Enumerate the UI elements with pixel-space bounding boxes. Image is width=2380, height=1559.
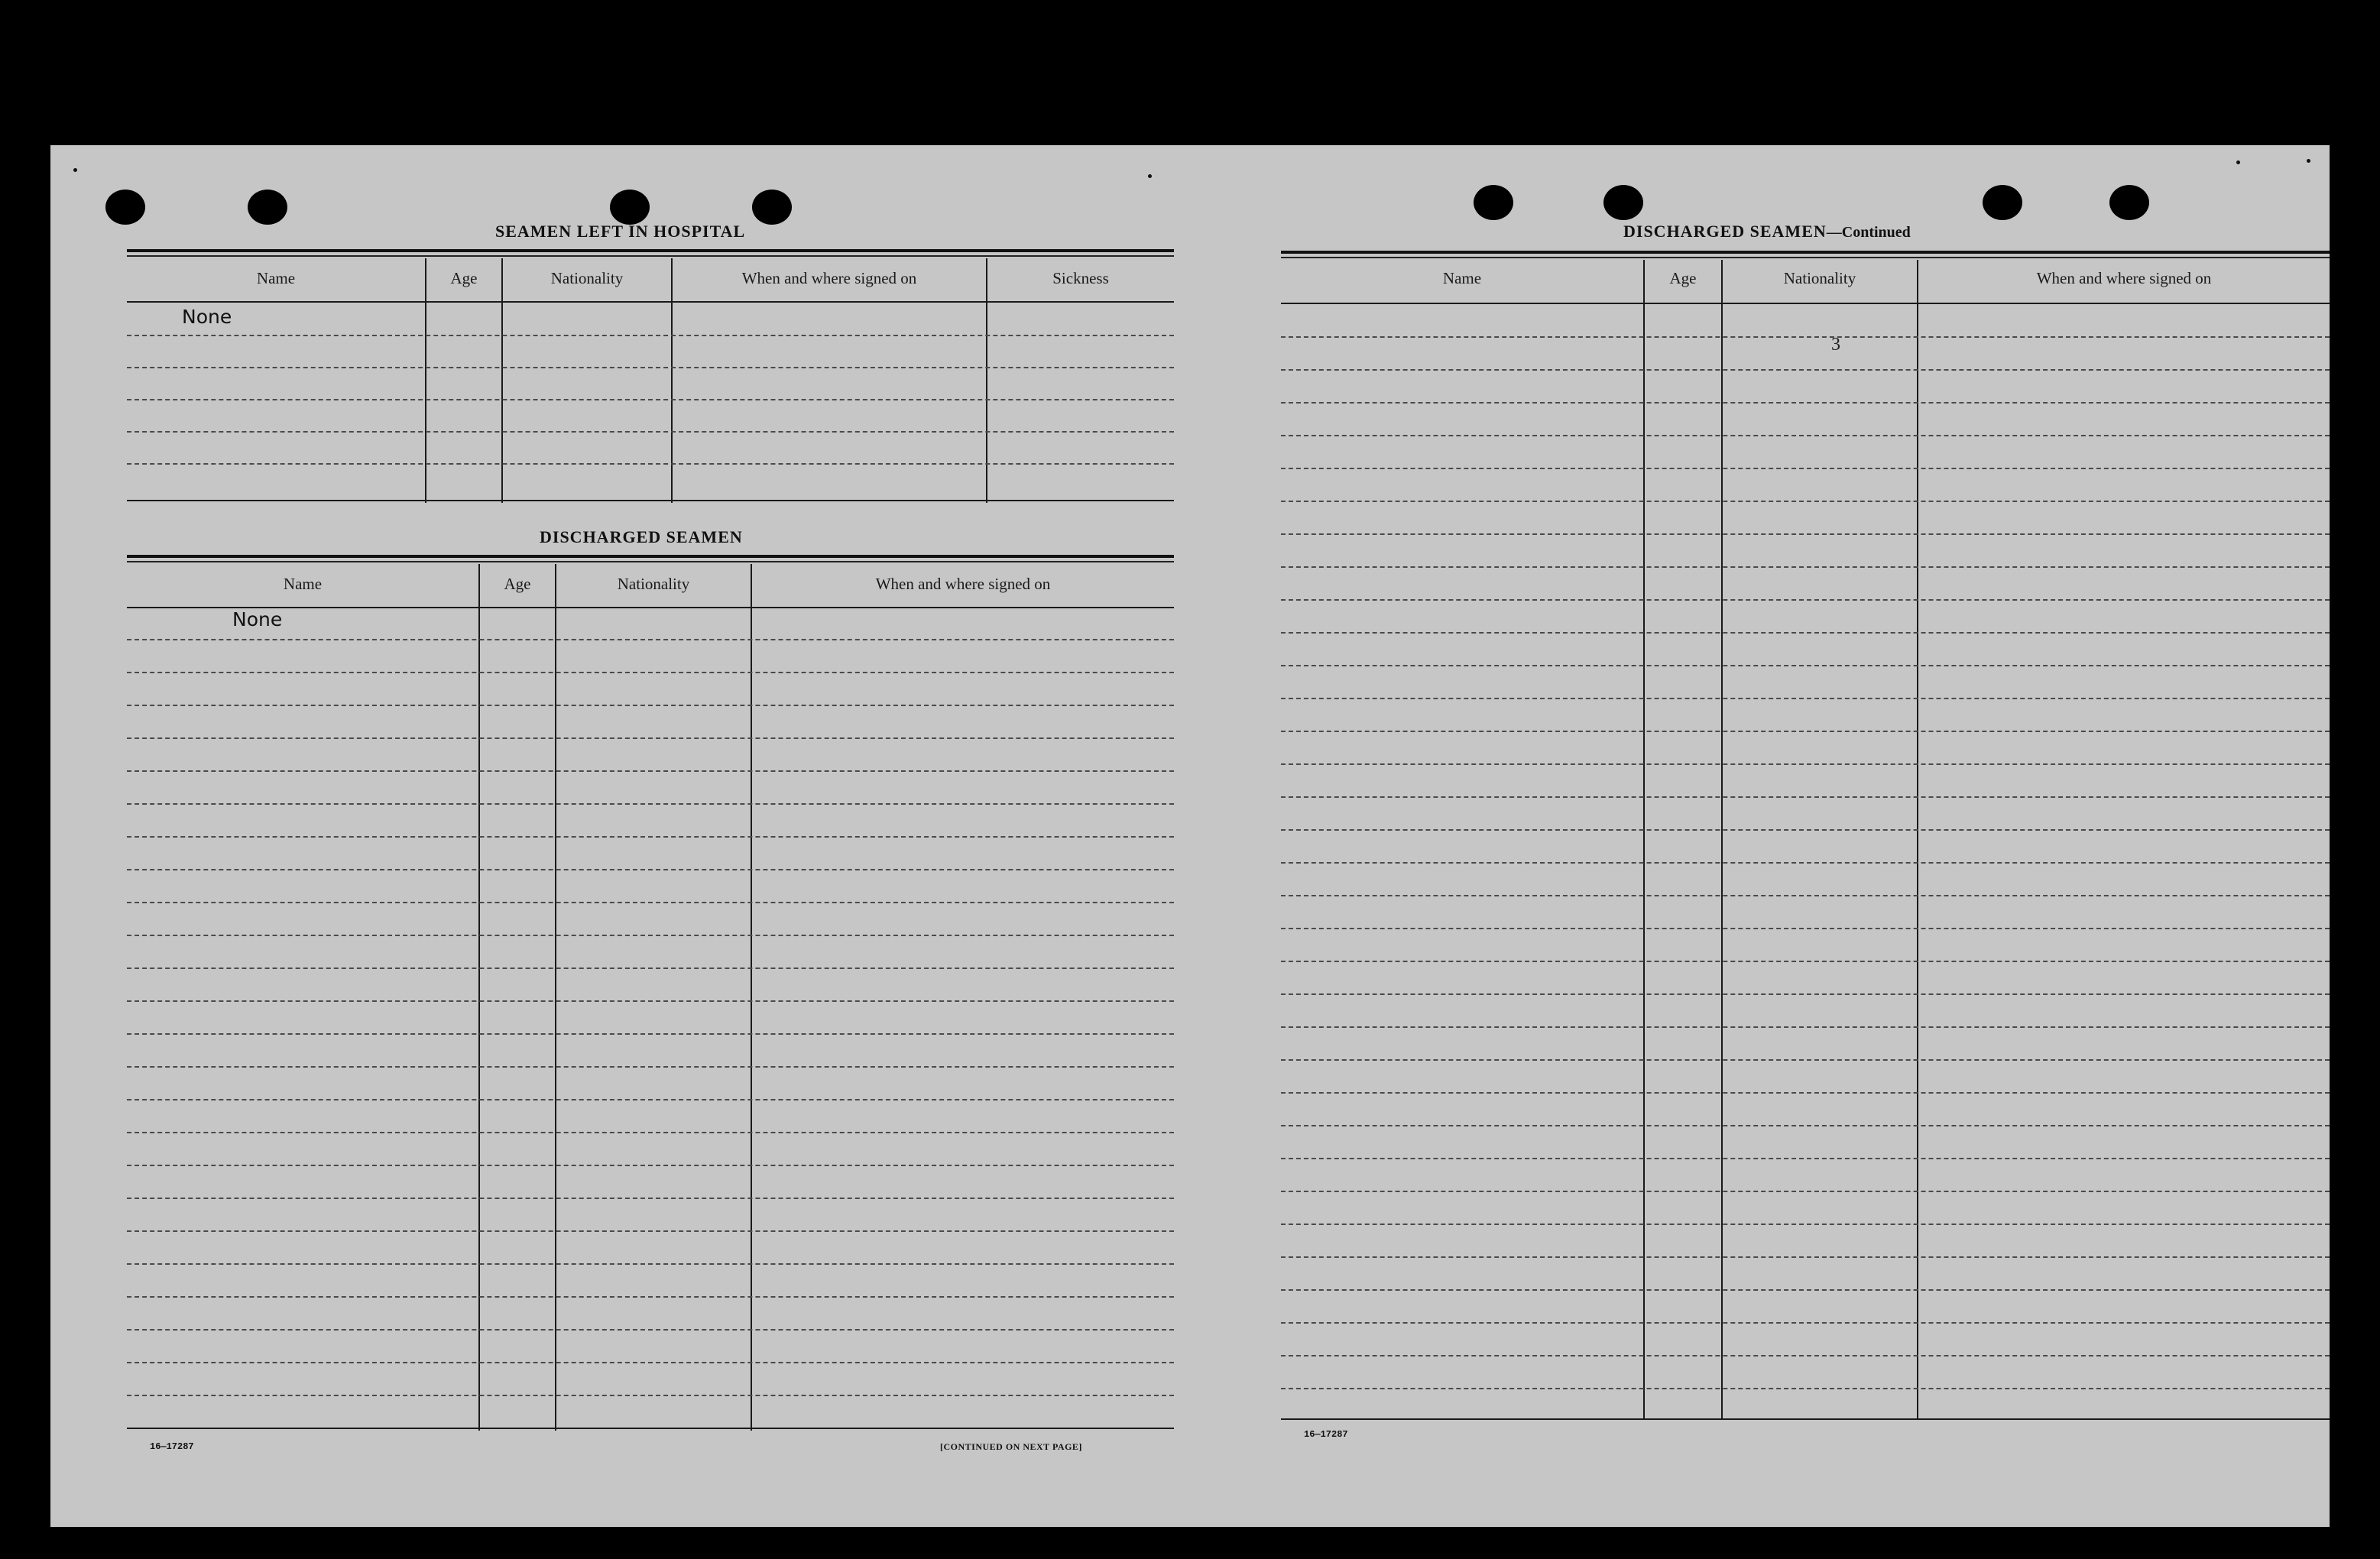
- continued-row-line: [1281, 1092, 2330, 1094]
- punch-hole: [1983, 185, 2022, 220]
- discharged-row-line: [127, 902, 1174, 903]
- continued-row-line: [1281, 993, 2330, 995]
- hospital-top-rule-thin: [127, 255, 1174, 257]
- punch-hole: [752, 190, 792, 225]
- continued-row-line: [1281, 402, 2330, 404]
- discharged-row-line: [127, 705, 1174, 706]
- continued-row-line: [1281, 599, 2330, 601]
- continued-row-line: [1281, 665, 2330, 666]
- paper-speck: [2236, 160, 2240, 164]
- continued-row-line: [1281, 369, 2330, 371]
- hospital-col-sickness: Sickness: [1052, 269, 1109, 287]
- continued-row-line: [1281, 1256, 2330, 1258]
- hospital-col-nationality: Nationality: [550, 269, 624, 287]
- punch-hole: [2109, 185, 2149, 220]
- paper-speck: [2307, 159, 2310, 163]
- discharged-row-line: [127, 672, 1174, 673]
- hospital-row-line: [127, 431, 1174, 433]
- discharged-row-line: [127, 935, 1174, 936]
- continued-row-line: [1281, 1125, 2330, 1126]
- punch-hole: [105, 190, 145, 225]
- continued-row-line: [1281, 1059, 2330, 1061]
- discharged-col-name: Name: [283, 575, 323, 593]
- discharged-row-line: [127, 967, 1174, 969]
- hospital-table: [127, 258, 1174, 503]
- continued-row-line: [1281, 895, 2330, 896]
- continued-row-line: [1281, 533, 2330, 535]
- discharged-row-line: [127, 1132, 1174, 1133]
- hospital-row-line: [127, 399, 1174, 400]
- hospital-row-line: [127, 463, 1174, 465]
- discharged-header-line: [127, 607, 1174, 608]
- discharged-col-divider: [751, 564, 752, 1431]
- discharged-row-line: [127, 1165, 1174, 1166]
- continued-row-line: [1281, 1322, 2330, 1324]
- continued-row-line: [1281, 435, 2330, 436]
- discharged-section-title: DISCHARGED SEAMEN: [540, 527, 743, 546]
- hospital-col-divider: [501, 258, 503, 503]
- continued-row-line: [1281, 1158, 2330, 1159]
- form-sheet: [50, 145, 2330, 1527]
- continued-row-line: [1281, 336, 2330, 338]
- discharged-col-divider: [555, 564, 556, 1431]
- discharged-col-age: Age: [504, 575, 531, 593]
- paper-speck: [1148, 174, 1152, 178]
- discharged-row-line: [127, 639, 1174, 640]
- hospital-row-line: [127, 367, 1174, 368]
- continued-row-line: [1281, 1026, 2330, 1028]
- discharged-continued-title-main: DISCHARGED SEAMEN: [1623, 222, 1827, 241]
- hospital-bottom-line: [127, 500, 1174, 501]
- discharged-row-line: [127, 1198, 1174, 1199]
- page-number: 3: [1831, 335, 1840, 355]
- continued-row-line: [1281, 1355, 2330, 1356]
- discharged-row-line: [127, 1329, 1174, 1330]
- continued-col-divider: [1917, 260, 1918, 1418]
- discharged-row-line: [127, 737, 1174, 739]
- form-number-right: 16—17287: [1304, 1429, 1348, 1440]
- continued-row-line: [1281, 862, 2330, 864]
- continued-row-line: [1281, 698, 2330, 699]
- continued-top-rule: [1281, 251, 2330, 254]
- discharged-table: [127, 564, 1174, 1431]
- continued-header-line: [1281, 303, 2330, 304]
- discharged-bottom-line: [127, 1428, 1174, 1429]
- discharged-row-line: [127, 1263, 1174, 1265]
- discharged-row-line: [127, 1395, 1174, 1396]
- hospital-col-divider: [671, 258, 673, 503]
- continued-row-line: [1281, 829, 2330, 831]
- hospital-col-age: Age: [450, 269, 478, 287]
- continued-col-divider: [1721, 260, 1723, 1418]
- paper-speck: [73, 168, 77, 172]
- hospital-section-title: SEAMEN LEFT IN HOSPITAL: [495, 222, 746, 241]
- hospital-col-signed-on: When and where signed on: [741, 269, 917, 287]
- discharged-continued-table: [1281, 260, 2330, 1421]
- discharged-entry-name: None: [232, 608, 283, 630]
- continued-row-line: [1281, 1224, 2330, 1225]
- continued-top-rule-thin: [1281, 257, 2330, 258]
- continued-row-line: [1281, 763, 2330, 765]
- continued-row-line: [1281, 1289, 2330, 1291]
- continued-row-line: [1281, 632, 2330, 634]
- hospital-header-line: [127, 301, 1174, 303]
- continued-bottom-line: [1281, 1418, 2330, 1420]
- punch-hole: [1474, 185, 1513, 220]
- continued-row-line: [1281, 1191, 2330, 1192]
- punch-hole: [610, 190, 650, 225]
- discharged-top-rule-thin: [127, 561, 1174, 562]
- punch-hole: [248, 190, 287, 225]
- discharged-row-line: [127, 1230, 1174, 1232]
- discharged-row-line: [127, 770, 1174, 772]
- discharged-row-line: [127, 1362, 1174, 1363]
- discharged-col-nationality: Nationality: [617, 575, 690, 593]
- hospital-top-rule: [127, 249, 1174, 252]
- discharged-row-line: [127, 1066, 1174, 1068]
- continued-note: [CONTINUED ON NEXT PAGE]: [940, 1441, 1082, 1452]
- punch-hole: [1603, 185, 1643, 220]
- discharged-top-rule: [127, 555, 1174, 558]
- form-number-left: 16—17287: [150, 1441, 194, 1452]
- discharged-row-line: [127, 1033, 1174, 1035]
- continued-row-line: [1281, 501, 2330, 502]
- continued-row-line: [1281, 796, 2330, 798]
- continued-col-nationality: Nationality: [1783, 269, 1856, 287]
- continued-col-age: Age: [1669, 269, 1697, 287]
- continued-col-divider: [1643, 260, 1645, 1418]
- discharged-col-divider: [478, 564, 480, 1431]
- continued-row-line: [1281, 566, 2330, 568]
- continued-col-signed-on: When and where signed on: [2036, 269, 2212, 287]
- discharged-row-line: [127, 1296, 1174, 1298]
- discharged-row-line: [127, 869, 1174, 870]
- discharged-row-line: [127, 1099, 1174, 1100]
- discharged-row-line: [127, 803, 1174, 805]
- continued-row-line: [1281, 961, 2330, 962]
- hospital-entry-name: None: [182, 306, 232, 328]
- discharged-continued-title: [1623, 222, 1911, 241]
- discharged-row-line: [127, 1000, 1174, 1002]
- continued-col-name: Name: [1442, 269, 1482, 287]
- continued-row-line: [1281, 468, 2330, 469]
- continued-row-line: [1281, 1388, 2330, 1389]
- hospital-col-name: Name: [256, 269, 296, 287]
- hospital-row-line: [127, 335, 1174, 336]
- hospital-col-divider: [986, 258, 987, 503]
- hospital-col-divider: [425, 258, 426, 503]
- discharged-continued-title-suffix: —Continued: [1826, 224, 1911, 241]
- discharged-col-signed-on: When and where signed on: [875, 575, 1051, 593]
- continued-row-line: [1281, 731, 2330, 732]
- discharged-row-line: [127, 836, 1174, 838]
- continued-row-line: [1281, 928, 2330, 929]
